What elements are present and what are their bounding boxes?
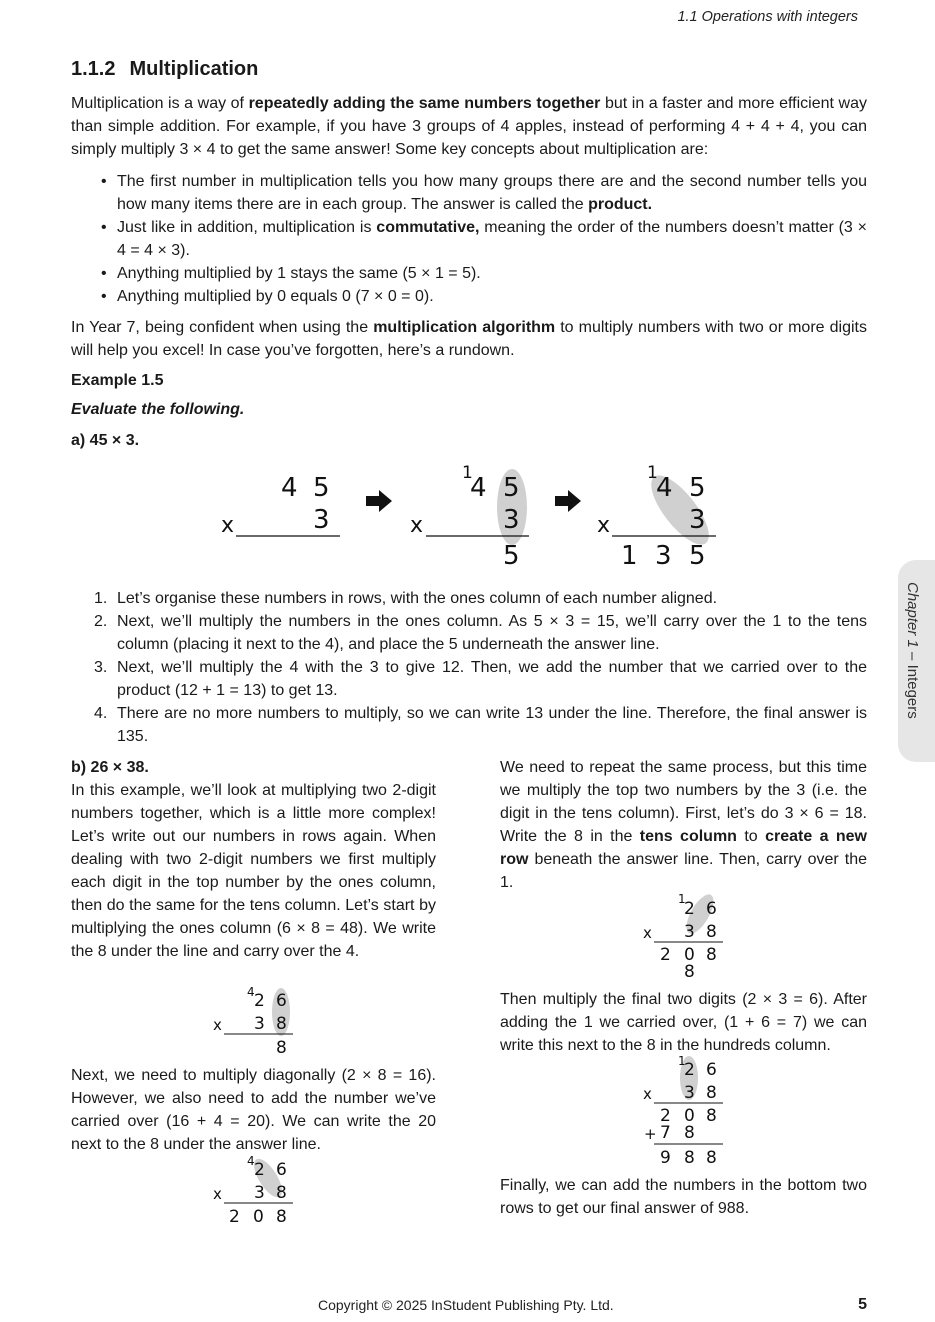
digit: 4 bbox=[656, 473, 673, 503]
intro-bold: repeatedly adding the same numbers together bbox=[248, 95, 601, 112]
digit: 6 bbox=[706, 1060, 717, 1080]
steps-list-a bbox=[71, 587, 867, 748]
digit: 2 bbox=[684, 899, 695, 919]
times-sign: x bbox=[213, 1016, 222, 1034]
carry-digit: 4 bbox=[247, 985, 255, 999]
list-item: • Just like in addition, multiplication is commutative, meaning the order of the numbers doesn’t matter (3 × 4 = 4 × 3). bbox=[71, 216, 867, 262]
digit: 6 bbox=[276, 1160, 287, 1180]
digit: 8 bbox=[684, 1148, 695, 1168]
digit: 8 bbox=[706, 1106, 717, 1126]
digit: 6 bbox=[706, 899, 717, 919]
digit: 2 bbox=[660, 1106, 671, 1126]
diagram-b-step-2 bbox=[200, 1152, 310, 1227]
plus-sign: + bbox=[644, 1125, 657, 1143]
digit: 3 bbox=[689, 505, 706, 535]
copyright-footer: Copyright © 2025 InStudent Publishing Pty. Ltd. bbox=[318, 1297, 614, 1313]
list-item: • The first number in multiplication tells you how many groups there are and the second number tells you how many items there are in each group. The answer is called the product. bbox=[71, 170, 867, 216]
diagram-a-45x3 bbox=[0, 455, 935, 575]
running-header: 1.1 Operations with integers bbox=[677, 9, 858, 25]
times-sign: x bbox=[410, 513, 424, 538]
carry-digit: 1 bbox=[647, 463, 658, 483]
digit: 5 bbox=[503, 541, 520, 571]
digit: 2 bbox=[660, 945, 671, 965]
digit: 9 bbox=[660, 1148, 671, 1168]
digit: 1 bbox=[621, 541, 638, 571]
digit: 2 bbox=[229, 1207, 240, 1227]
list-item: 4. There are no more numbers to multiply, so we can write 13 under the line. Therefore, the final answer is 135. bbox=[94, 705, 867, 745]
times-sign: x bbox=[213, 1185, 222, 1203]
digit: 0 bbox=[684, 945, 695, 965]
part-b-paragraph-5: Finally, we can add the numbers in the bottom two rows to get our final answer of 988. bbox=[500, 1177, 867, 1217]
chapter-tab-label: Chapter 1 – Integers bbox=[904, 582, 921, 719]
digit: 5 bbox=[689, 473, 706, 503]
carry-digit: 1 bbox=[462, 463, 473, 483]
digit: 8 bbox=[706, 1083, 717, 1103]
digit: 2 bbox=[254, 991, 265, 1011]
diagram-b-step-1 bbox=[200, 983, 310, 1058]
digit: 5 bbox=[313, 473, 330, 503]
diagram-b-step-4 bbox=[630, 1050, 740, 1170]
year7-paragraph: In Year 7, being confident when using the multiplication algorithm to multiply numbers with two or more digits will help you excel! In case you’ve forgotten, here’s a rundown. bbox=[71, 319, 867, 359]
digit: 8 bbox=[706, 922, 717, 942]
digit: 3 bbox=[684, 922, 695, 942]
digit: 5 bbox=[689, 541, 706, 571]
section-heading bbox=[71, 58, 258, 81]
digit: 3 bbox=[684, 1083, 695, 1103]
part-b-paragraph-2: Next, we need to multiply diagonally (2 × 8 = 16). However, we also need to add the number we’ve carried over (16 + 4 = 20). We can write the 20 next to the 8 under the answer line. bbox=[71, 1067, 436, 1153]
digit: 8 bbox=[276, 1207, 287, 1227]
times-sign: x bbox=[643, 1085, 652, 1103]
list-item: • Anything multiplied by 0 equals 0 (7 × 0 = 0). bbox=[71, 285, 867, 308]
digit: 3 bbox=[503, 505, 520, 535]
intro-text: Multiplication is a way of bbox=[71, 95, 249, 112]
digit: 3 bbox=[655, 541, 672, 571]
section-title: Multiplication bbox=[129, 58, 259, 80]
digit: 8 bbox=[684, 1123, 695, 1143]
intro-text-end: but in a faster and more efficient way than simple addition. For example, if you have 3 groups of 4 apples, instead of performing 4 + 4 + 4, you can simply multiply 3 × 4 to get the same answer! Some key concepts about multiplication are: bbox=[71, 95, 867, 158]
digit: 8 bbox=[706, 945, 717, 965]
digit: 8 bbox=[684, 962, 695, 982]
list-item: 1. Let’s organise these numbers in rows, with the ones column of each number aligned. bbox=[94, 590, 718, 607]
carry-digit: 1 bbox=[678, 892, 686, 906]
digit: 2 bbox=[684, 1060, 695, 1080]
digit: 5 bbox=[503, 473, 520, 503]
part-b-paragraph-3: We need to repeat the same process, but this time we multiply the top two numbers by the 3 (i.e. the digit in the tens column). First, let’s do 3 × 6 = 18. Write the 8 in the tens column to create a new row beneath the answer line. Then, carry over the 1. bbox=[500, 759, 867, 891]
diagram-a-step-2 bbox=[410, 463, 529, 571]
digit: 3 bbox=[254, 1014, 265, 1034]
digit: 2 bbox=[254, 1160, 265, 1180]
digit: 8 bbox=[706, 1148, 717, 1168]
times-sign: x bbox=[643, 924, 652, 942]
digit: 7 bbox=[660, 1123, 671, 1143]
part-b-paragraph-1: In this example, we’ll look at multiplying two 2-digit numbers together, which is a little more complex! Let’s write out our numbers in rows again. When dealing with two 2-digit numbers we first multiply each digit in the top number by the ones column, then do the same for the tens column. Let’s start by multiplying the ones column (6 × 8 = 48). We write the 8 under the line and carry over the 4. bbox=[71, 782, 436, 960]
diagram-a-step-3 bbox=[597, 463, 718, 571]
arrow-icon bbox=[555, 490, 581, 512]
digit: 3 bbox=[313, 505, 330, 535]
carry-digit: 4 bbox=[247, 1154, 255, 1168]
digit: 3 bbox=[254, 1183, 265, 1203]
page-number: 5 bbox=[858, 1296, 867, 1313]
part-b-label: b) 26 × 38. bbox=[71, 759, 149, 776]
digit: 4 bbox=[281, 473, 298, 503]
list-item: 3. Next, we’ll multiply the 4 with the 3 to give 12. Then, we add the number that we carried over to the product (12 + 1 = 13) to get 13. bbox=[94, 659, 867, 699]
times-sign: x bbox=[221, 513, 235, 538]
digit: 6 bbox=[276, 991, 287, 1011]
intro-paragraph bbox=[71, 92, 867, 161]
chapter-side-tab[interactable] bbox=[898, 560, 935, 762]
digit: 4 bbox=[470, 473, 487, 503]
list-item: 2. Next, we’ll multiply the numbers in the ones column. As 5 × 3 = 15, we’ll carry over the 1 to the tens column (placing it next to the 4), and place the 5 underneath the answer line. bbox=[94, 613, 867, 653]
digit: 8 bbox=[276, 1183, 287, 1203]
key-concepts-list bbox=[71, 170, 867, 308]
digit: 0 bbox=[684, 1106, 695, 1126]
diagram-b-step-3 bbox=[630, 890, 740, 982]
part-a-label: a) 45 × 3. bbox=[71, 432, 140, 449]
example-heading: Example 1.5 bbox=[71, 372, 164, 389]
list-item: • Anything multiplied by 1 stays the same (5 × 1 = 5). bbox=[71, 262, 867, 285]
part-b-paragraph-4: Then multiply the final two digits (2 × 3 = 6). After adding the 1 we carried over, (1 + 6 = 7) we can write this next to the 8 in the hundreds column. bbox=[500, 991, 867, 1054]
section-number: 1.1.2 bbox=[71, 58, 116, 80]
arrow-icon bbox=[366, 490, 392, 512]
digit: 8 bbox=[276, 1038, 287, 1058]
digit: 8 bbox=[276, 1014, 287, 1034]
times-sign: x bbox=[597, 513, 611, 538]
diagram-a-step-1 bbox=[221, 473, 340, 538]
carry-digit: 1 bbox=[678, 1054, 686, 1068]
example-instruction: Evaluate the following. bbox=[71, 401, 245, 418]
digit: 0 bbox=[253, 1207, 264, 1227]
